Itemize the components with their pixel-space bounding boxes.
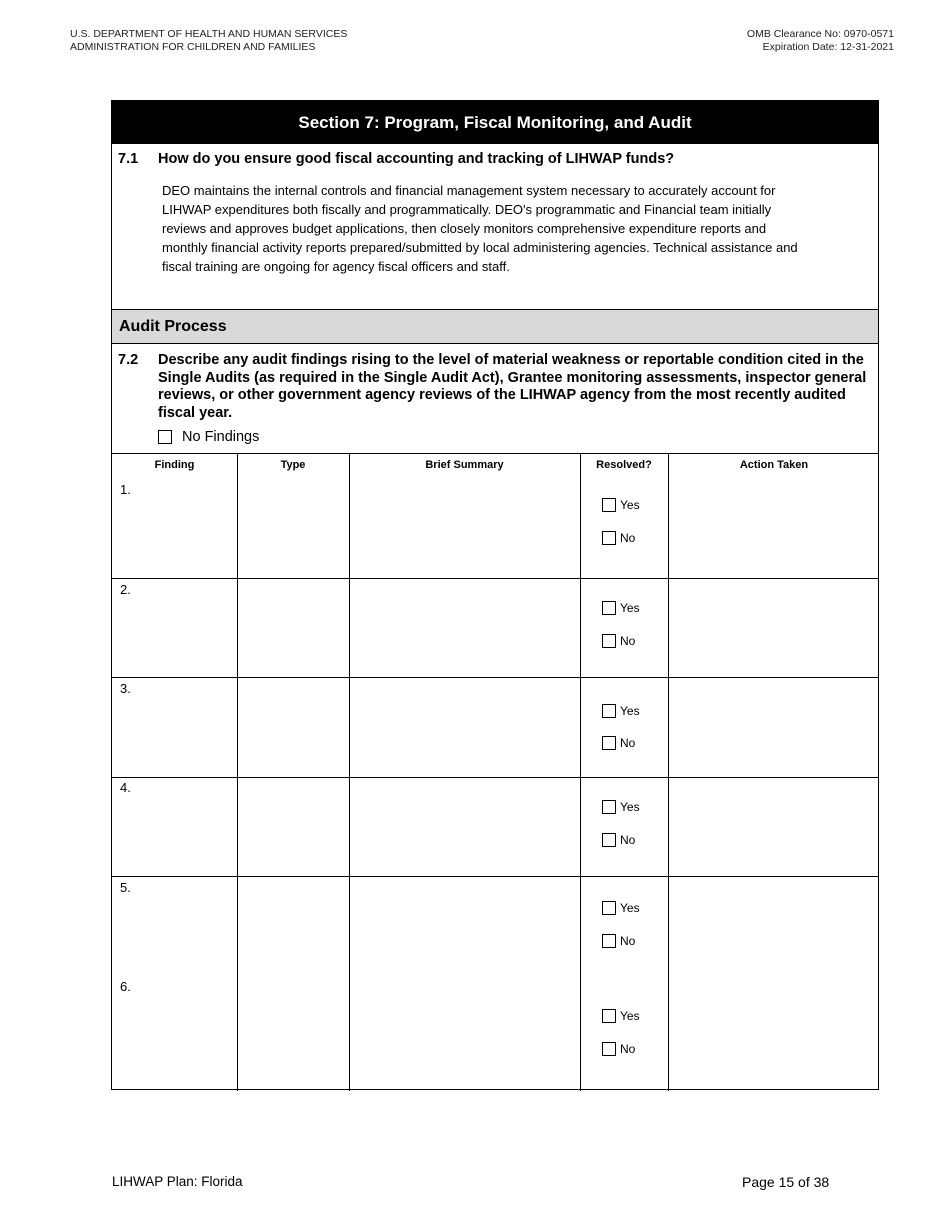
resolved-no-label: No [620, 736, 636, 750]
column-header-action: Action Taken [739, 459, 809, 471]
footer-page-number: Page 15 of 38 [742, 1174, 830, 1190]
resolved-yes-label: Yes [620, 901, 640, 915]
question-7-1-text: How do you ensure good fiscal accounting and tracking of LIHWAP funds? [158, 151, 675, 167]
row-separator [112, 677, 878, 678]
resolved-yes-checkbox[interactable] [602, 601, 616, 615]
resolved-yes-checkbox[interactable] [602, 498, 616, 512]
question-7-2-text: Describe any audit findings rising to the level of material weakness or reportable condition cited in the Single Audits (as required in the Single Audit Act), Grantee monitoring assessments, inspector general reviews, or other government agency reviews of the LIHWAP agency from the most recently audited fiscal year. [158, 352, 867, 421]
resolved-yes-label: Yes [620, 800, 640, 814]
column-divider [580, 453, 581, 1091]
no-findings-checkbox[interactable] [158, 430, 172, 444]
resolved-no-checkbox[interactable] [602, 736, 616, 750]
resolved-yes-checkbox[interactable] [602, 901, 616, 915]
resolved-no-checkbox[interactable] [602, 531, 616, 545]
agency-header [70, 28, 347, 53]
finding-row-number: 3. [120, 681, 131, 696]
omb-clearance: OMB Clearance No: 0970-0571 [746, 28, 894, 40]
resolved-yes-checkbox[interactable] [602, 1009, 616, 1023]
column-header-type: Type [280, 459, 306, 471]
agency-line-1: U.S. DEPARTMENT OF HEALTH AND HUMAN SERVICES [70, 28, 348, 40]
resolved-yes-checkbox[interactable] [602, 800, 616, 814]
resolved-yes-label: Yes [620, 498, 640, 512]
row-separator [112, 578, 878, 579]
question-7-2-number: 7.2 [118, 352, 139, 368]
resolved-no-option[interactable] [602, 833, 635, 847]
resolved-yes-option[interactable] [602, 901, 640, 915]
resolved-no-option[interactable] [602, 934, 635, 948]
resolved-no-checkbox[interactable] [602, 1042, 616, 1056]
answer-7-1[interactable]: DEO maintains the internal controls and financial management system necessary to accurately account for LIHWAP expenditures both fiscally and programmatically. DEO's programmatic and Financial team initially reviews and approves budget applications, then closely monitors comprehensive expenditure reports and monthly financial activity reports prepared/submitted by local administering agencies. Technical assistance and fiscal training are ongoing for agency fiscal officers and staff. [162, 183, 798, 274]
question-7-1-number: 7.1 [118, 151, 139, 167]
resolved-no-label: No [620, 634, 636, 648]
no-findings-option[interactable] [158, 429, 259, 445]
section-title: Section 7: Program, Fiscal Monitoring, and Audit [112, 101, 878, 144]
column-header-resolved: Resolved? [596, 459, 652, 471]
resolved-yes-label: Yes [620, 1009, 640, 1023]
finding-row-number: 1. [120, 482, 131, 497]
question-7-2 [118, 352, 870, 422]
footer-plan: LIHWAP Plan: Florida [112, 1174, 243, 1189]
section-7-form [111, 100, 879, 1090]
resolved-yes-option[interactable] [602, 800, 640, 814]
audit-process-heading: Audit Process [112, 309, 878, 344]
resolved-no-label: No [620, 833, 636, 847]
resolved-no-label: No [620, 934, 636, 948]
resolved-no-option[interactable] [602, 1042, 635, 1056]
resolved-no-checkbox[interactable] [602, 634, 616, 648]
resolved-yes-checkbox[interactable] [602, 704, 616, 718]
row-separator [112, 777, 878, 778]
column-divider [349, 453, 350, 1091]
finding-row-number: 2. [120, 582, 131, 597]
no-findings-label: No Findings [182, 429, 260, 445]
resolved-yes-label: Yes [620, 704, 640, 718]
expiration-date: Expiration Date: 12-31-2021 [762, 40, 894, 53]
column-divider [668, 453, 669, 1091]
resolved-no-option[interactable] [602, 531, 635, 545]
omb-header [747, 28, 894, 53]
resolved-no-checkbox[interactable] [602, 833, 616, 847]
finding-row-number: 5. [120, 880, 131, 895]
resolved-yes-label: Yes [620, 601, 640, 615]
resolved-no-option[interactable] [602, 634, 635, 648]
question-7-1 [118, 151, 674, 167]
resolved-yes-option[interactable] [602, 1009, 640, 1023]
column-divider [237, 453, 238, 1091]
resolved-no-label: No [620, 531, 636, 545]
resolved-yes-option[interactable] [602, 498, 640, 512]
resolved-no-option[interactable] [602, 736, 635, 750]
resolved-no-checkbox[interactable] [602, 934, 616, 948]
agency-line-2: ADMINISTRATION FOR CHILDREN AND FAMILIES [70, 40, 316, 53]
row-separator [112, 876, 878, 877]
column-header-summary: Brief Summary [425, 459, 504, 471]
resolved-yes-option[interactable] [602, 601, 640, 615]
resolved-no-label: No [620, 1042, 636, 1056]
finding-row-number: 6. [120, 979, 131, 994]
resolved-yes-option[interactable] [602, 704, 640, 718]
column-header-finding: Finding [154, 459, 195, 471]
table-top-border [112, 453, 878, 454]
finding-row-number: 4. [120, 780, 131, 795]
